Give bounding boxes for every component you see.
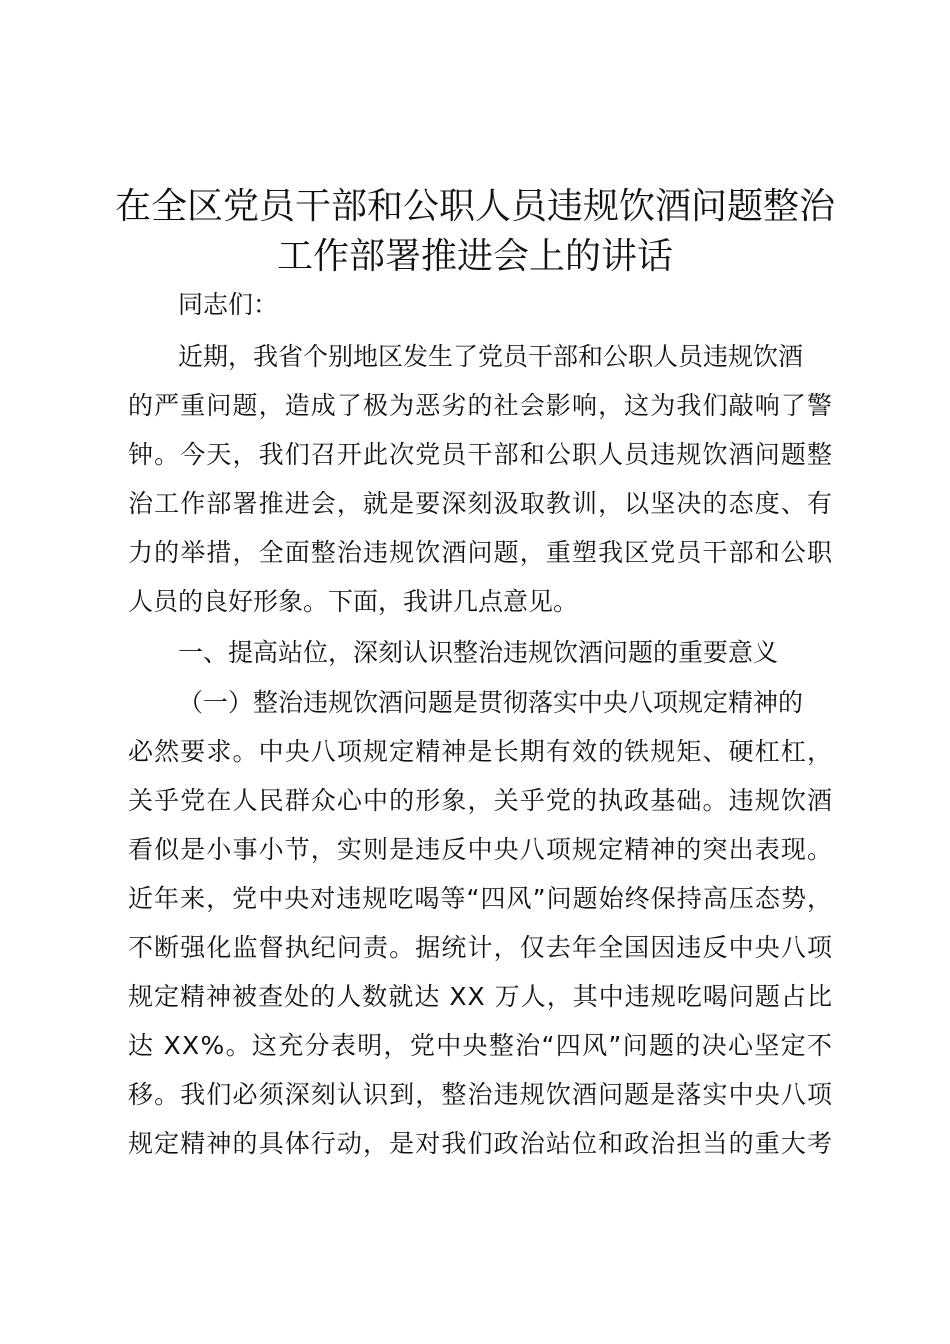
paragraph-line: 近期，我省个别地区发生了党员干部和公职人员违规饮酒 bbox=[178, 342, 804, 371]
paragraph-line: 治工作部署推进会，就是要深刻汲取教训，以坚决的态度、有 bbox=[128, 489, 834, 518]
paragraph-line: 达 XX%。这充分表明，党中央整治“四风”问题的决心坚定不 bbox=[128, 1031, 834, 1060]
paragraph-line: 钟。今天，我们召开此次党员干部和公职人员违规饮酒问题整 bbox=[128, 440, 834, 469]
paragraph-line: 规定精神的具体行动，是对我们政治站位和政治担当的重大考 bbox=[128, 1129, 834, 1158]
paragraph-line: 不断强化监督执纪问责。据统计，仅去年全国因违反中央八项 bbox=[128, 933, 834, 962]
section-heading: 一、提高站位，深刻认识整治违规饮酒问题的重要意义 bbox=[178, 638, 779, 667]
salutation: 同志们： bbox=[178, 290, 279, 319]
paragraph-line: 关乎党在人民群众心中的形象，关乎党的执政基础。违规饮酒 bbox=[128, 786, 834, 815]
paragraph-line: 近年来，党中央对违规吃喝等“四风”问题始终保持高压态势， bbox=[128, 884, 834, 913]
paragraph-line: 人员的良好形象。下面，我讲几点意见。 bbox=[128, 587, 579, 616]
paragraph-line: 必然要求。中央八项规定精神是长期有效的铁规矩、硬杠杠， bbox=[128, 737, 834, 766]
document-title-line-2: 工作部署推进会上的讲话 bbox=[276, 236, 673, 277]
paragraph-line: 移。我们必须深刻认识到，整治违规饮酒问题是落实中央八项 bbox=[128, 1080, 834, 1109]
paragraph-line: 的严重问题，造成了极为恶劣的社会影响，这为我们敲响了警 bbox=[128, 391, 834, 420]
paragraph-line: 规定精神被查处的人数就达 XX 万人，其中违规吃喝问题占比 bbox=[128, 982, 834, 1011]
paragraph-line: 力的举措，全面整治违规饮酒问题，重塑我区党员干部和公职 bbox=[128, 538, 834, 567]
document-title-line-1: 在全区党员干部和公职人员违规饮酒问题整治 bbox=[114, 186, 835, 227]
paragraph-line: （一）整治违规饮酒问题是贯彻落实中央八项规定精神的 bbox=[178, 688, 804, 717]
paragraph-line: 看似是小事小节，实则是违反中央八项规定精神的突出表现。 bbox=[128, 835, 834, 864]
